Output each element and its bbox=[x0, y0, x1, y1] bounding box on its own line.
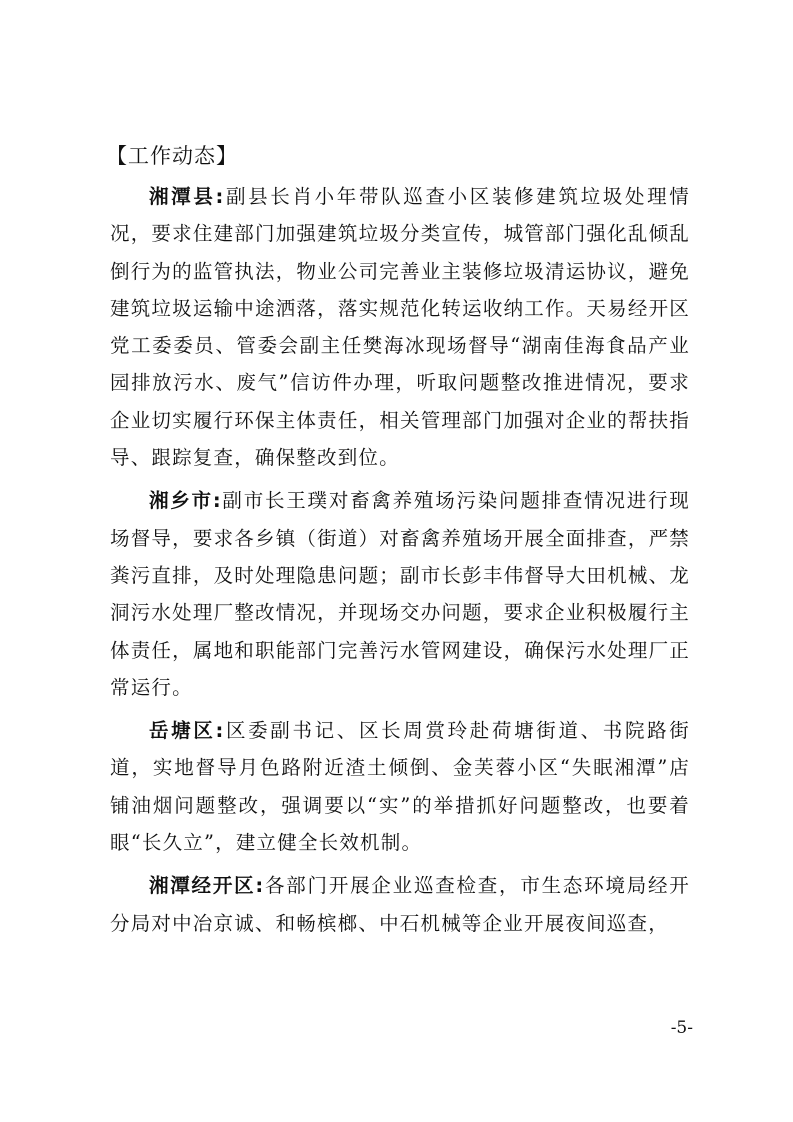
paragraph-lead: 岳塘区: bbox=[149, 719, 225, 743]
section-heading: 【工作动态】 bbox=[106, 144, 238, 168]
paragraph-text: 各部门开展企业巡查检查，市生态环境局经开分局对中冶京诚、和畅槟榔、中石机械等企业开展夜间巡查， bbox=[110, 874, 690, 935]
paragraph-lead: 湘乡市: bbox=[149, 489, 222, 513]
paragraph-xiangtan-econ-zone bbox=[110, 867, 690, 942]
paragraph-lead: 湘潭经开区: bbox=[149, 874, 265, 898]
paragraph-xiangtan-county bbox=[110, 178, 690, 476]
paragraph-text: 副县长肖小年带队巡查小区装修建筑垃圾处理情况，要求住建部门加强建筑垃圾分类宣传，城管部门强化乱倾乱倒行为的监管执法，物业公司完善业主装修垃圾清运协议，避免建筑垃圾运输中途洒落，落实规范化转运收纳工作。天易经开区党工委委员、管委会副主任樊海冰现场督导“湖南佳海食品产业园排放污水、废气”信访件办理，听取问题整改推进情况，要求企业切实履行环保主体责任，相关管理部门加强对企业的帮扶指导、跟踪复查，确保整改到位。 bbox=[110, 185, 690, 470]
paragraph-text: 副市长王璞对畜禽养殖场污染问题排查情况进行现场督导，要求各乡镇（街道）对畜禽养殖场开展全面排查，严禁粪污直排，及时处理隐患问题；副市长彭丰伟督导大田机械、龙洞污水处理厂整改情况，并现场交办问题，要求企业积极履行主体责任，属地和职能部门完善污水管网建设，确保污水处理厂正常运行。 bbox=[110, 489, 690, 699]
paragraph-lead: 湘潭县: bbox=[149, 185, 225, 208]
paragraph-xiangxiang-city bbox=[110, 482, 690, 706]
paragraph-yuetang-district bbox=[110, 712, 690, 861]
document-body bbox=[106, 138, 690, 948]
page-number: -5- bbox=[670, 1018, 693, 1038]
paragraph-text: 区委副书记、区长周赏玲赴荷塘街道、书院路街道，实地督导月色路附近渣土倾倒、金芙蓉小区“失眠湘潭”店铺油烟问题整改，强调要以“实”的举措抓好问题整改，也要着眼“长久立”，建立健全长效机制。 bbox=[110, 719, 690, 855]
